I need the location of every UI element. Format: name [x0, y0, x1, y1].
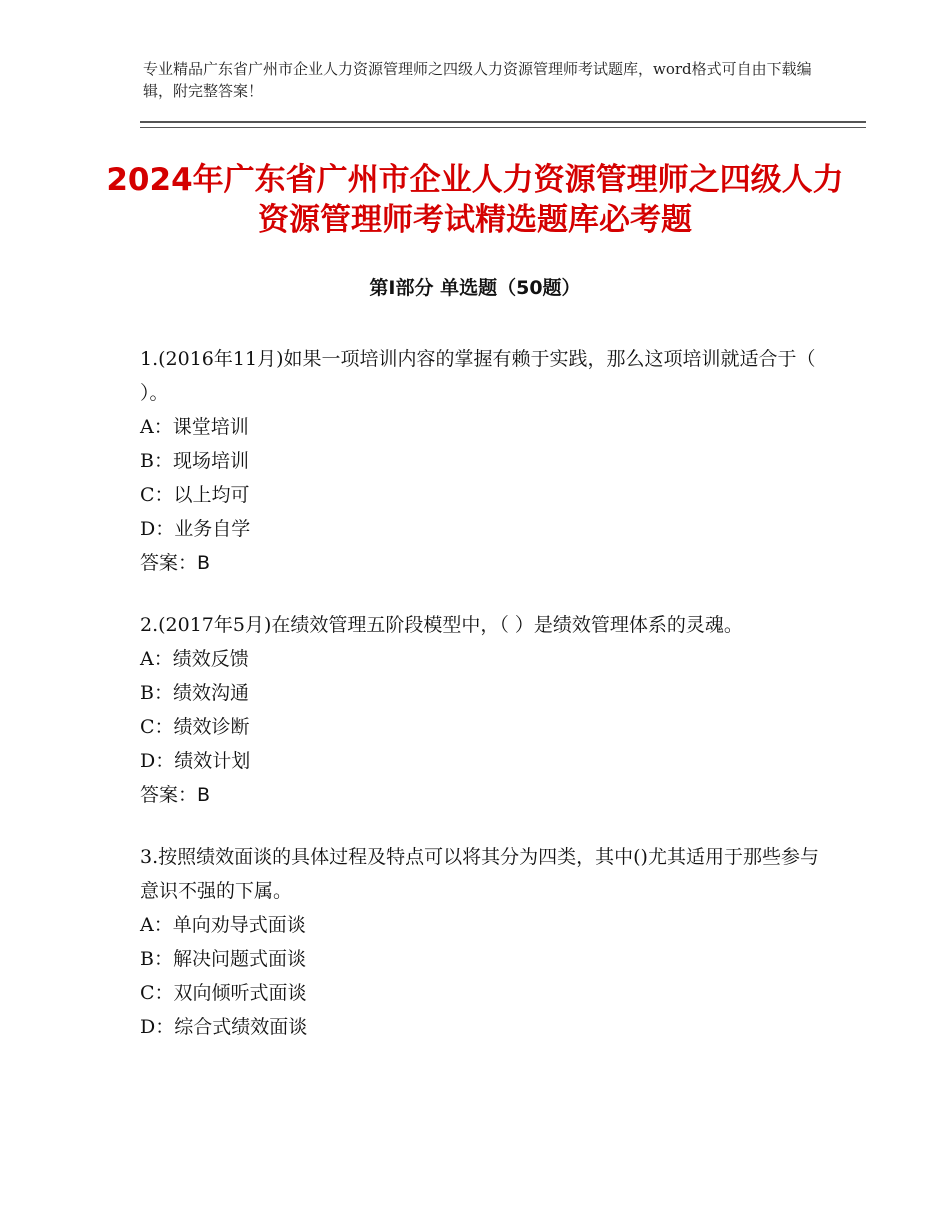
option-a: A：单向劝导式面谈: [140, 914, 306, 936]
option-d: D：业务自学: [140, 518, 251, 540]
option-d: D：绩效计划: [140, 750, 251, 772]
question-stem: 2.(2017年5月)在绩效管理五阶段模型中，（ ）是绩效管理体系的灵魂。: [140, 614, 743, 636]
option-d: D：综合式绩效面谈: [140, 1016, 308, 1038]
question-2: [140, 608, 820, 812]
header-note: 专业精品广东省广州市企业人力资源管理师之四级人力资源管理师考试题库，word格式可自由下载编辑，附完整答案！: [143, 60, 812, 100]
option-c: C：以上均可: [140, 484, 250, 506]
option-b: B：现场培训: [140, 450, 249, 472]
question-1: [140, 342, 820, 580]
question-3: [140, 840, 820, 1044]
question-stem: 3.按照绩效面谈的具体过程及特点可以将其分为四类，其中()尤其适用于那些参与意识不强的下属。: [140, 846, 819, 902]
header-divider: [140, 121, 866, 128]
option-c: C：双向倾听式面谈: [140, 982, 307, 1004]
option-c: C：绩效诊断: [140, 716, 250, 738]
question-list: [140, 342, 820, 1072]
option-b: B：解决问题式面谈: [140, 948, 306, 970]
section-title: 第Ⅰ部分 单选题（50题）: [369, 277, 581, 299]
answer: 答案：B: [140, 552, 211, 574]
option-a: A：课堂培训: [140, 416, 249, 438]
document-title: 2024年广东省广州市企业人力资源管理师之四级人力资源管理师考试精选题库必考题: [106, 162, 844, 238]
option-a: A：绩效反馈: [140, 648, 249, 670]
question-stem: 1.(2016年11月)如果一项培训内容的掌握有赖于实践，那么这项培训就适合于（ ）。: [140, 348, 816, 404]
answer: 答案：B: [140, 784, 211, 806]
option-b: B：绩效沟通: [140, 682, 249, 704]
